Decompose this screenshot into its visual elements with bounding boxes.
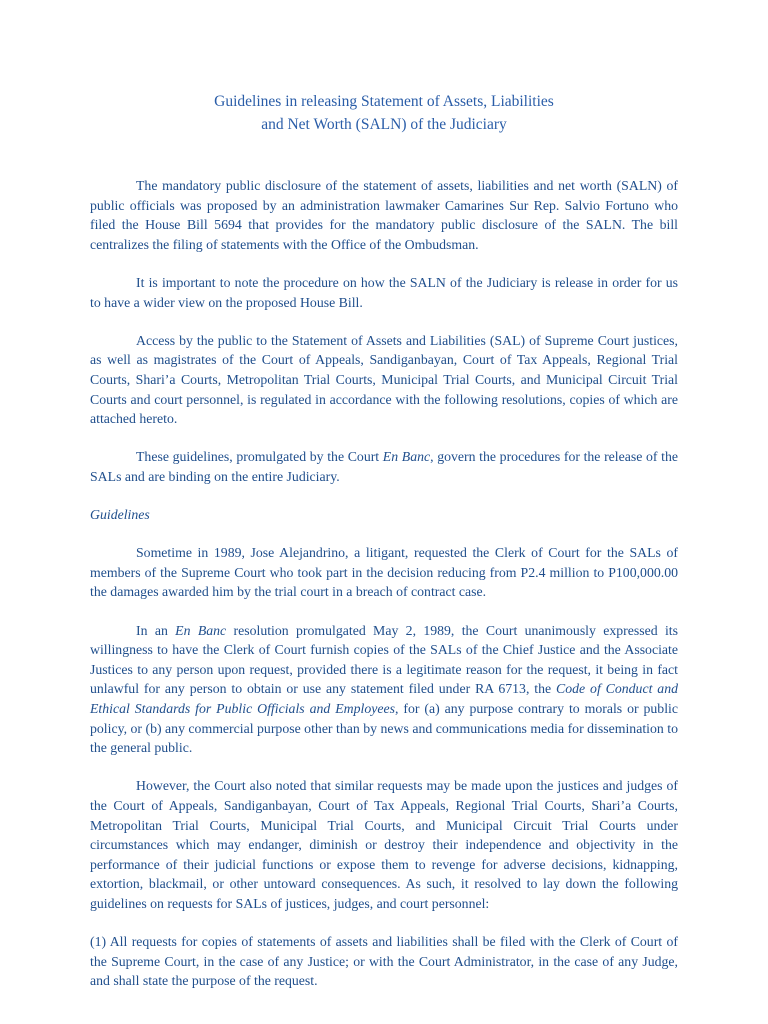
paragraph-alejandrino-request: Sometime in 1989, Jose Alejandrino, a litigant, requested the Clerk of Court for the SALs of members of the Supreme Court who took part in the decision reducing from P2.4 million to P100,000.00 the damages awarded him by the trial court in a breach of contract case. xyxy=(90,545,678,600)
paragraph-saln-proposal: The mandatory public disclosure of the statement of assets, liabilities and net worth (SALN) of public officials was proposed by an administration lawmaker Camarines Sur Rep. Salvio Fortuno who filed the House Bill 5694 that provides for the mandatory public disclosure of the SALN. The bill centralizes the filing of statements with the Office of the Ombudsman. xyxy=(90,178,678,252)
document-body xyxy=(90,176,678,1010)
text-run: , govern the procedures for the release of the SALs and are binding on the entire Judiciary. xyxy=(90,449,679,484)
document-title xyxy=(90,90,678,136)
paragraph-court-noted: However, the Court also noted that similar requests may be made upon the justices and judges of the Court of Appeals, Sandiganbayan, Court of Tax Appeals, Regional Trial Courts, Shari’a Courts, Metropolitan Trial Courts, Municipal Trial Courts, and Municipal Circuit Trial Courts under circumstances which may endanger, diminish or destroy their independence and objectivity in the performance of their judicial functions or expose them to revenge for adverse decisions, kidnapping, extortion, blackmail, or other untoward consequences. As such, it resolved to lay down the following guidelines on requests for SALs of justices, judges, and court personnel: xyxy=(90,778,678,911)
paragraph-en-banc-resolution xyxy=(90,621,678,758)
title-line-2: and Net Worth (SALN) of the Judiciary xyxy=(261,116,507,133)
paragraph-procedure-note: It is important to note the procedure on how the SALN of the Judiciary is release in order for us to have a wider view on the proposed House Bill. xyxy=(90,274,678,310)
text-run: In an xyxy=(136,622,176,638)
document-page xyxy=(90,0,678,1024)
italic-en-banc: En Banc xyxy=(175,622,227,638)
text-run: resolution promulgated May 2, 1989, the Court unanimously expressed its willingness to have the Clerk of Court furnish copies of the SALs of the Chief Justice and the Associate Justices to any person upon request, provided there is a legitimate reason for the request, it being in fact unlawful for any person to obtain or use any statement filed under RA 6713, the xyxy=(90,622,678,697)
paragraph-public-access: Access by the public to the Statement of Assets and Liabilities (SAL) of Supreme Court justices, as well as magistrates of the Court of Appeals, Sandiganbayan, Court of Tax Appeals, Regional Trial Courts, Shari’a Courts, Metropolitan Trial Courts, Municipal Trial Courts, and Municipal Circuit Trial Courts and court personnel, is regulated in accordance with the following resolutions, copies of which are attached hereto. xyxy=(90,332,678,427)
italic-en-banc: En Banc xyxy=(382,449,431,465)
text-run: These guidelines, promulgated by the Court xyxy=(136,449,383,465)
guideline-item-1: (1) All requests for copies of statements of assets and liabilities shall be filed with the Clerk of Court of the Supreme Court, in the case of any Justice; or with the Court Administrator, in the case of any Judge, and shall state the purpose of the request. xyxy=(90,934,678,989)
italic-code-of-conduct: Code of Conduct and Ethical Standards for Public Officials and Employees xyxy=(90,681,678,717)
paragraph-guidelines-binding xyxy=(90,447,678,486)
title-line-1: Guidelines in releasing Statement of Assets, Liabilities xyxy=(214,93,554,110)
text-run: , for (a) any purpose contrary to morals or public policy, or (b) any commercial purpose other than by news and communications media for dissemination to the general public. xyxy=(90,701,678,756)
section-heading-guidelines: Guidelines xyxy=(90,507,150,523)
